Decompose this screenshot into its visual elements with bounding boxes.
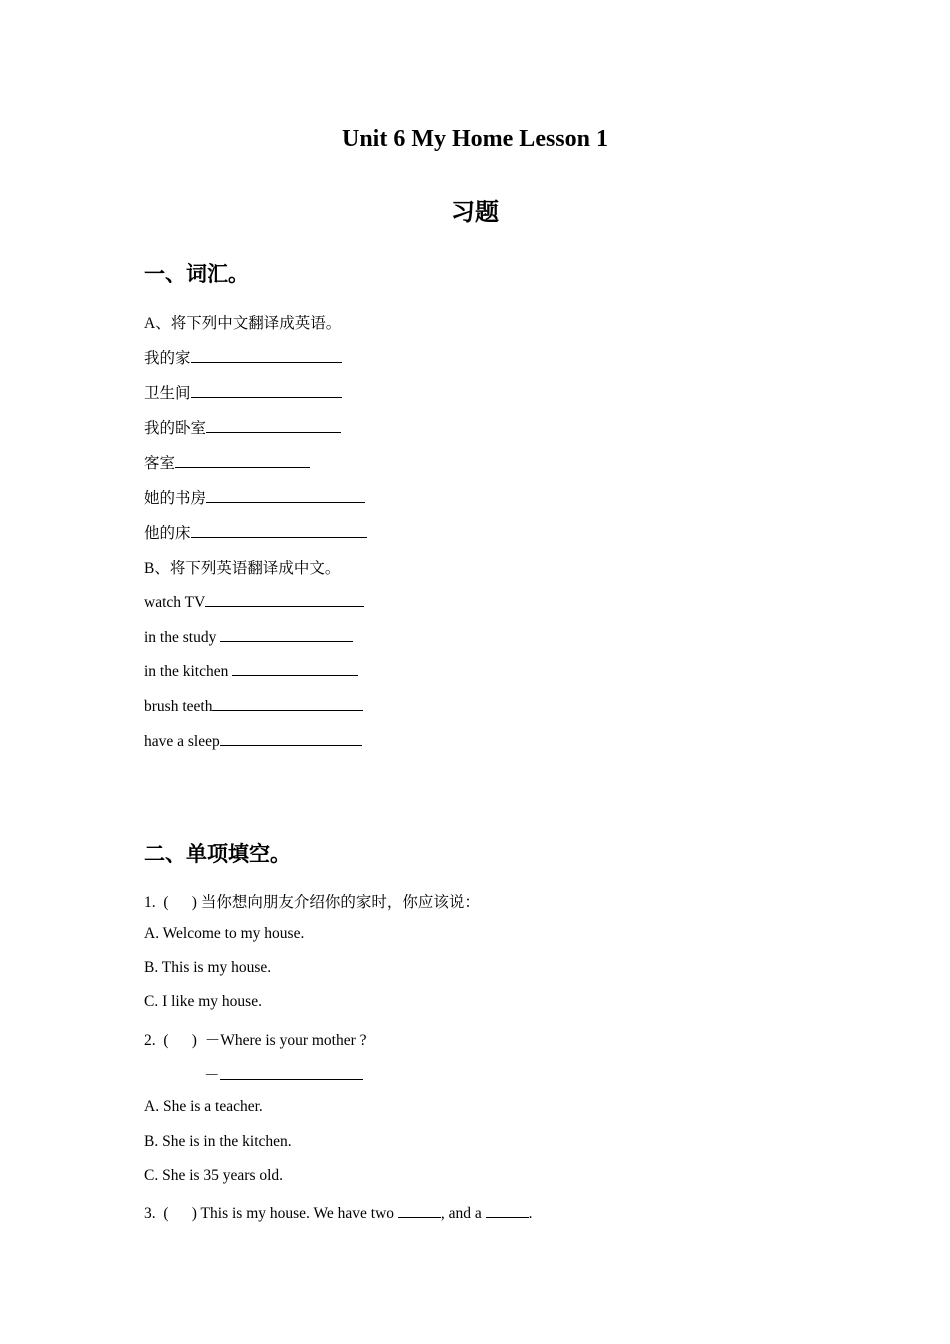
answer-blank: [220, 730, 362, 746]
answer-blank: [486, 1202, 529, 1218]
answer-blank: [220, 1064, 363, 1080]
vocab-b-item-1: watch TV: [144, 591, 364, 612]
document-title: Unit 6 My Home Lesson 1: [342, 126, 608, 152]
answer-blank: [191, 382, 342, 398]
answer-blank: [206, 487, 365, 503]
vocab-b-item-2: in the study: [144, 626, 353, 647]
vocab-a-item-6: 他的床: [144, 521, 367, 543]
vocab-a-item-3: 我的卧室: [144, 416, 341, 438]
question-2-stem: 2. ( ) －Where is your mother ?: [144, 1032, 367, 1049]
answer-blank: [398, 1202, 441, 1218]
question-2-option-c: C. She is 35 years old.: [144, 1167, 284, 1184]
answer-blank: [191, 522, 367, 538]
part-a-instruction: A、将下列中文翻译成英语。: [144, 315, 342, 332]
question-1-option-b: B. This is my house.: [144, 959, 272, 976]
section2-heading: 二、单项填空。: [144, 842, 291, 866]
answer-blank: [205, 591, 364, 607]
question-1-stem: 1. ( ) 当你想向朋友介绍你的家时，你应该说：: [144, 894, 480, 911]
question-1-option-c: C. I like my house.: [144, 993, 262, 1010]
answer-blank: [206, 417, 341, 433]
vocab-b-item-5: have a sleep: [144, 730, 362, 751]
answer-blank: [175, 452, 310, 468]
part-b-instruction: B、将下列英语翻译成中文。: [144, 560, 341, 577]
vocab-a-item-4: 客室: [144, 451, 310, 473]
vocab-b-item-4: brush teeth: [144, 695, 363, 716]
question-2-option-b: B. She is in the kitchen.: [144, 1133, 292, 1150]
answer-blank: [191, 347, 342, 363]
vocab-a-item-1: 我的家: [144, 346, 342, 368]
vocab-a-item-2: 卫生间: [144, 381, 342, 403]
question-2-option-a: A. She is a teacher.: [144, 1098, 263, 1115]
vocab-b-item-3: in the kitchen: [144, 660, 358, 681]
answer-blank: [212, 695, 363, 711]
question-3-stem: 3. ( ) This is my house. We have two , and a .: [144, 1202, 533, 1223]
vocab-a-item-5: 她的书房: [144, 486, 365, 508]
question-1-option-a: A. Welcome to my house.: [144, 925, 305, 942]
section1-heading: 一、词汇。: [144, 262, 249, 286]
answer-blank: [220, 626, 353, 642]
answer-blank: [232, 660, 358, 676]
question-2-answer-line: －: [204, 1063, 363, 1085]
document-subtitle: 习题: [451, 200, 499, 226]
